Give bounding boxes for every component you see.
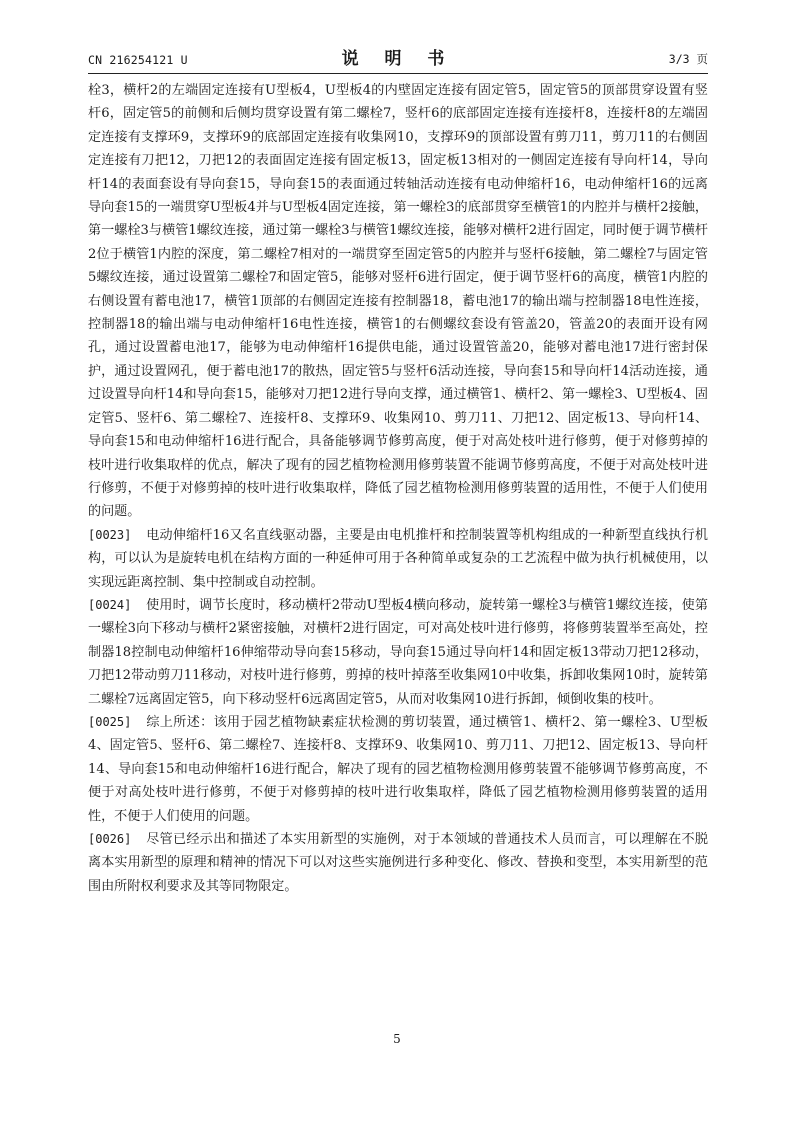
paragraph-0023 <box>88 524 708 594</box>
page-footer <box>0 1032 794 1046</box>
paragraph-text: 电动伸缩杆16又名直线驱动器，主要是由电机推杆和控制装置等机构组成的一种新型直线执行机构，可以认为是旋转电机在结构方面的一种延伸可用于各种简单或复杂的工艺流程中做为执行机械使用，以实现远距离控制、集中控制或自动控制。 <box>88 527 708 590</box>
page-number: 5 <box>393 1032 401 1046</box>
paragraph-number: [0024] <box>88 597 132 612</box>
page-header <box>88 44 708 70</box>
paragraph-continued <box>88 79 708 524</box>
document-title: 说 明 书 <box>341 49 455 69</box>
paragraph-number: [0023] <box>88 527 132 542</box>
paragraph-0025 <box>88 711 708 828</box>
paragraph-text: 综上所述：该用于园艺植物缺素症状检测的剪切装置，通过横管1、横杆2、第一螺栓3、U型板4、固定管5、竖杆6、第二螺栓7、连接杆8、支撑环9、收集网10、剪刀11、刀把12、固定板13、导向杆14、导向套15和电动伸缩杆16进行配合，解决了现有的园艺植物检测用修剪装置不能够调节修剪高度，不便于对高处枝叶进行修剪，不便于对修剪掉的枝叶进行收集取样，降低了园艺植物检测用修剪装置的适用性，不便于人们使用的问题。 <box>88 714 708 824</box>
paragraph-text: 尽管已经示出和描述了本实用新型的实施例，对于本领域的普通技术人员而言，可以理解在不脱离本实用新型的原理和精神的情况下可以对这些实施例进行多种变化、修改、替换和变型，本实用新型的范围由所附权利要求及其等同物限定。 <box>88 832 708 894</box>
header-divider <box>88 73 708 74</box>
paragraph-0026 <box>88 828 708 898</box>
paragraph-0024 <box>88 594 708 711</box>
paragraph-number: [0025] <box>88 714 132 729</box>
paragraph-number: [0026] <box>88 832 132 846</box>
page-indicator: 3/3 页 <box>668 52 708 66</box>
paragraph-text: 栓3，横杆2的左端固定连接有U型板4，U型板4的内壁固定连接有固定管5，固定管5的顶部贯穿设置有竖杆6，固定管5的前侧和后侧均贯穿设置有第二螺栓7，竖杆6的底部固定连接有连接杆8，连接杆8的左端固定连接有支撑环9，支撑环9的底部固定连接有收集网10，支撑环9的顶部设置有剪刀11，剪刀11的右侧固定连接有刀把12，刀把12的表面固定连接有固定板13，固定板13相对的一侧固定连接有导向杆14，导向杆14的表面套设有导向套15，导向套15的表面通过转轴活动连接有电动伸缩杆16，电动伸缩杆16的远离导向套15的一端贯穿U型板4并与U型板4固定连接，第一螺栓3的底部贯穿至横管1的内腔并与横杆2接触，第一螺栓3与横管1螺纹连接，通过第一螺栓3与横管1螺纹连接，能够对横杆2进行固定，同时便于调节横杆2位于横管1内腔的深度，第二螺栓7相对的一端贯穿至固定管5的内腔并与竖杆6接触，第二螺栓7与固定管5螺纹连接，通过设置第二螺栓7和固定管5，能够对竖杆6进行固定，便于调节竖杆6的高度，横管1内腔的右侧设置有蓄电池17，横管1顶部的右侧固定连接有控制器18，蓄电池17的输出端与控制器18电性连接，控制器18的输出端与电动伸缩杆16电性连接，横管1的右侧螺纹套设有管盖20，管盖20的表面开设有网孔，通过设置蓄电池17，能够为电动伸缩杆16提供电能，通过设置管盖20，能够对蓄电池17进行密封保护，通过设置网孔，便于蓄电池17的散热，固定管5与竖杆6活动连接，导向套15和导向杆14活动连接，通过设置导向杆14和导向套15，能够对刀把12进行导向支撑，通过横管1、横杆2、第一螺栓3、U型板4、固定管5、竖杆6、第二螺栓7、连接杆8、支撑环9、收集网10、剪刀11、刀把12、固定板13、导向杆14、导向套15和电动伸缩杆16进行配合，具备能够调节修剪高度，便于对高处枝叶进行修剪，便于对修剪掉的枝叶进行收集取样的优点，解决了现有的园艺植物检测用修剪装置不能调节修剪高度，不便于对高处枝叶进行修剪，不便于对修剪掉的枝叶进行收集取样，降低了园艺植物检测用修剪装置的适用性，不便于人们使用的问题。 <box>88 83 708 520</box>
paragraph-text: 使用时，调节长度时，移动横杆2带动U型板4横向移动，旋转第一螺栓3与横管1螺纹连接，使第一螺栓3向下移动与横杆2紧密接触，对横杆2进行固定，可对高处枝叶进行修剪，将修剪装置举至高处，控制器18控制电动伸缩杆16伸缩带动导向套15移动，导向套15通过导向杆14和固定板13带动刀把12移动，刀把12带动剪刀11移动，对枝叶进行修剪，剪掉的枝叶掉落至收集网10中收集，拆卸收集网10时，旋转第二螺栓7远离固定管5，向下移动竖杆6远离固定管5，从而对收集网10进行拆卸，倾倒收集的枝叶。 <box>88 597 708 707</box>
document-body <box>88 79 708 898</box>
publication-number: CN 216254121 U <box>88 53 188 67</box>
